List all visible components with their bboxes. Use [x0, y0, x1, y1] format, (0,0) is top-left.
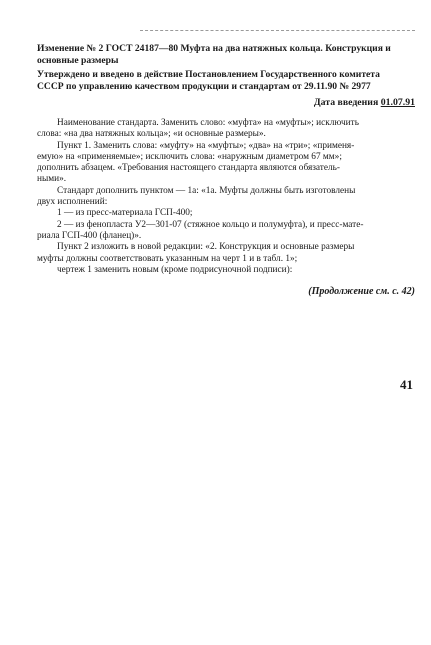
approval-statement [37, 69, 415, 93]
p2-line-2: емую» на «применяемые»; исключить слова: «наружным диаметром 67 мм»; [37, 151, 342, 162]
continuation-note: (Продолжение см. с. 42) [308, 286, 415, 297]
amendment-body [37, 118, 415, 276]
p2-line-1: Пункт 1. Заменить слова: «муфту» на «муфты»; «два» на «три»; «применя- [57, 140, 355, 151]
top-rule [140, 30, 415, 31]
p5-line-1: 2 — из фенопласта У2—301-07 (стяжное кольцо и полумуфта), и пресс-мате- [57, 219, 364, 230]
amendment-heading [37, 43, 415, 67]
paragraph-item-1a [37, 186, 415, 209]
p4-line-1: 1 — из пресс-материала ГСП-400; [57, 208, 193, 219]
paragraph-version-1 [37, 208, 415, 219]
p7-line-1: чертеж 1 заменить новым (кроме подрисуночной подписи): [57, 264, 293, 275]
page-number: 41 [400, 377, 413, 392]
p1-line-1: Наименование стандарта. Заменить слово: «муфта» на «муфты»; исключить [57, 118, 359, 128]
approval-line-2: СССР по управлению качеством продукции и стандартам от 29.11.90 № 2977 [37, 81, 371, 92]
paragraph-item-1 [37, 141, 415, 186]
heading-line-2: основные размеры [37, 55, 119, 66]
paragraph-drawing [37, 265, 415, 276]
p6-line-1: Пункт 2 изложить в новой редакции: «2. Конструкция и основные размеры [57, 242, 355, 253]
p1-line-2: слова: «на два натяжных кольца»; «и основные размеры». [37, 129, 266, 140]
p2-line-4: ными». [37, 174, 67, 185]
p5-line-2: риала ГСП-400 (фланец)». [37, 230, 142, 241]
p6-line-2: муфты должны соответствовать указанным на черт 1 и в табл. 1»; [37, 253, 298, 264]
heading-line-1: Изменение № 2 ГОСТ 24187—80 Муфта на два натяжных кольца. Конструкция и [37, 43, 391, 54]
p3-line-2: двух исполнений: [37, 197, 108, 208]
paragraph-version-2 [37, 220, 415, 243]
paragraph-item-2 [37, 242, 415, 265]
approval-line-1: Утверждено и введено в действие Постановлением Государственного комитета [37, 69, 380, 80]
effective-date-label: Дата введения [313, 97, 379, 108]
effective-date [314, 97, 415, 108]
paragraph-title-change [37, 118, 415, 141]
effective-date-value: 01.07.91 [380, 97, 415, 108]
p3-line-1: Стандарт дополнить пунктом — 1а: «1а. Муфты должны быть изготовлены [57, 185, 356, 196]
p2-line-3: дополнить абзацем. «Требования настоящего стандарта являются обязатель- [37, 163, 340, 174]
